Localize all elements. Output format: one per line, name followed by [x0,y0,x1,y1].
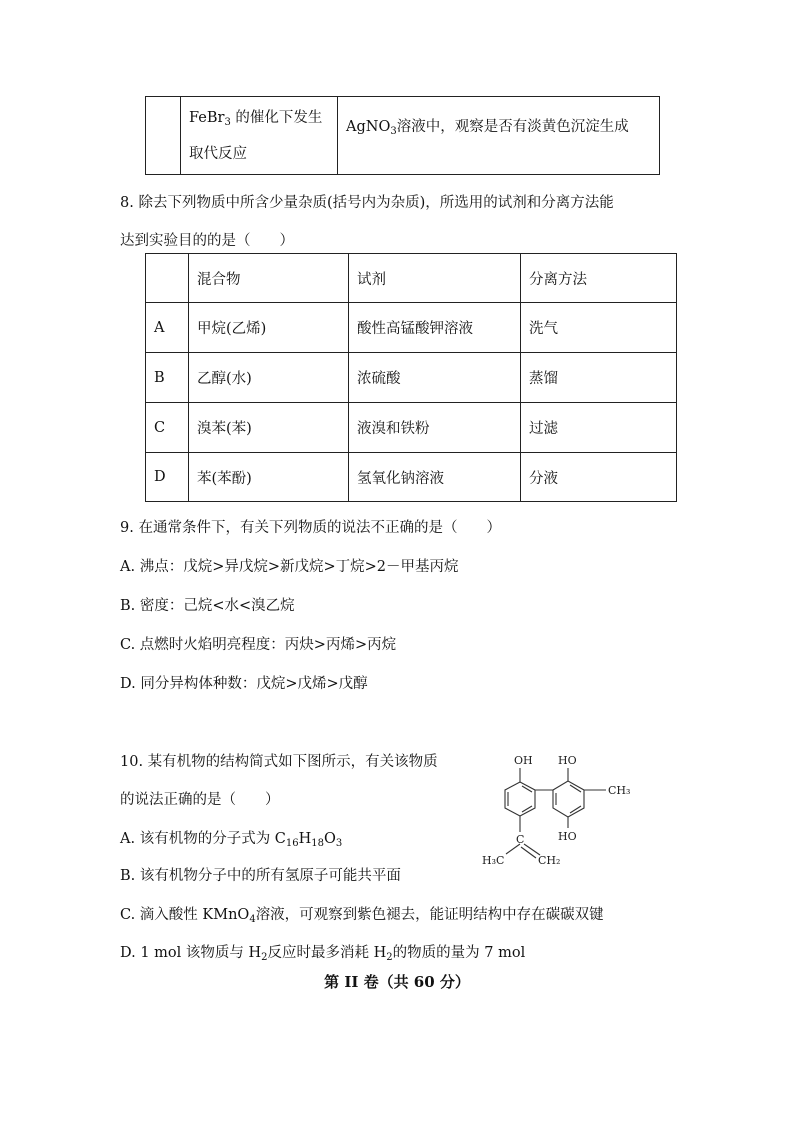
c-label: C [516,833,525,846]
q8-cell-mixture: 苯(苯酚) [189,453,349,502]
left-benzene-ring [505,782,535,816]
q8-cell-method: 分液 [521,453,677,502]
molecular-structure-diagram [480,750,650,875]
q9-option-b: B. 密度：己烷<水<溴乙烷 [120,598,295,614]
q9-option-c: C. 点燃时火焰明亮程度：丙炔>丙烯>丙烷 [120,637,397,653]
q9-option-a: A. 沸点：戊烷>异戊烷>新戊烷>丁烷>2－甲基丙烷 [120,559,459,575]
q10-stem-line1: 10. 某有机物的结构简式如下图所示，有关该物质 [120,754,438,770]
top-table-cell-empty [146,97,181,175]
q8-cell-letter: D [146,453,189,502]
q8-cell-letter: B [146,353,189,403]
q9-stem: 9. 在通常条件下，有关下列物质的说法不正确的是（ ） [120,520,501,536]
oh-label-3: HO [558,830,577,843]
table-row [146,353,677,403]
q10-option-a: A. 该有机物的分子式为 $C_{16}H_{18}O_3$ [120,831,343,849]
q8-cell-letter: A [146,303,189,353]
q10-option-d: D. 1 mol 该物质与 $H_2$反应时最多消耗 $H_2$的物质的量为 7 mol [120,945,526,963]
right-benzene-ring [553,781,584,817]
q8-stem-line2: 达到实验目的的是（ ） [120,233,294,249]
q8-header-mixture: 混合物 [189,254,349,303]
q8-cell-method: 过滤 [521,403,677,453]
q8-header-reagent: 试剂 [349,254,521,303]
q8-cell-reagent: 浓硫酸 [349,353,521,403]
q8-cell-mixture: 甲烷(乙烯) [189,303,349,353]
q8-cell-method: 洗气 [521,303,677,353]
q8-table [145,253,677,502]
q8-cell-reagent: 酸性高锰酸钾溶液 [349,303,521,353]
q8-table-header-row [146,254,677,303]
q8-stem-line1: 8. 除去下列物质中所含少量杂质(括号内为杂质)，所选用的试剂和分离方法能 [120,195,614,211]
q8-cell-letter: C [146,403,189,453]
oh-label-1: OH [514,754,533,767]
q8-cell-method: 蒸馏 [521,353,677,403]
ch3-label: CH₃ [608,784,631,797]
q9-option-d: D. 同分异构体种数：戊烷>戊烯>戊醇 [120,676,368,692]
table-row [146,453,677,502]
oh-label-2: HO [558,754,577,767]
q10-option-b: B. 该有机物分子中的所有氢原子可能共平面 [120,868,401,884]
q10-option-c: C. 滴入酸性 KMnO$_4$溶液，可观察到紫色褪去，能证明结构中存在碳碳双键 [120,907,604,925]
q8-cell-reagent: 液溴和铁粉 [349,403,521,453]
q8-cell-mixture: 乙醇(水) [189,353,349,403]
section-heading: 第 II 卷（共 60 分） [324,973,470,991]
ch2-label: CH₂ [538,854,561,867]
h3c-label: H₃C [482,854,505,867]
table-row [146,303,677,353]
table-row [146,403,677,453]
top-table-fragment [145,96,660,175]
q10-stem-line2: 的说法正确的是（ ） [120,792,280,808]
q8-header-method: 分离方法 [521,254,677,303]
top-table-cell-condition: FeBr$_3$ 的催化下发生 取代反应 [181,97,338,175]
q8-cell-mixture: 溴苯(苯) [189,403,349,453]
top-table-cell-method: AgNO$_3$溶液中，观察是否有淡黄色沉淀生成 [338,97,660,175]
q8-cell-reagent: 氢氧化钠溶液 [349,453,521,502]
q8-header-empty [146,254,189,303]
